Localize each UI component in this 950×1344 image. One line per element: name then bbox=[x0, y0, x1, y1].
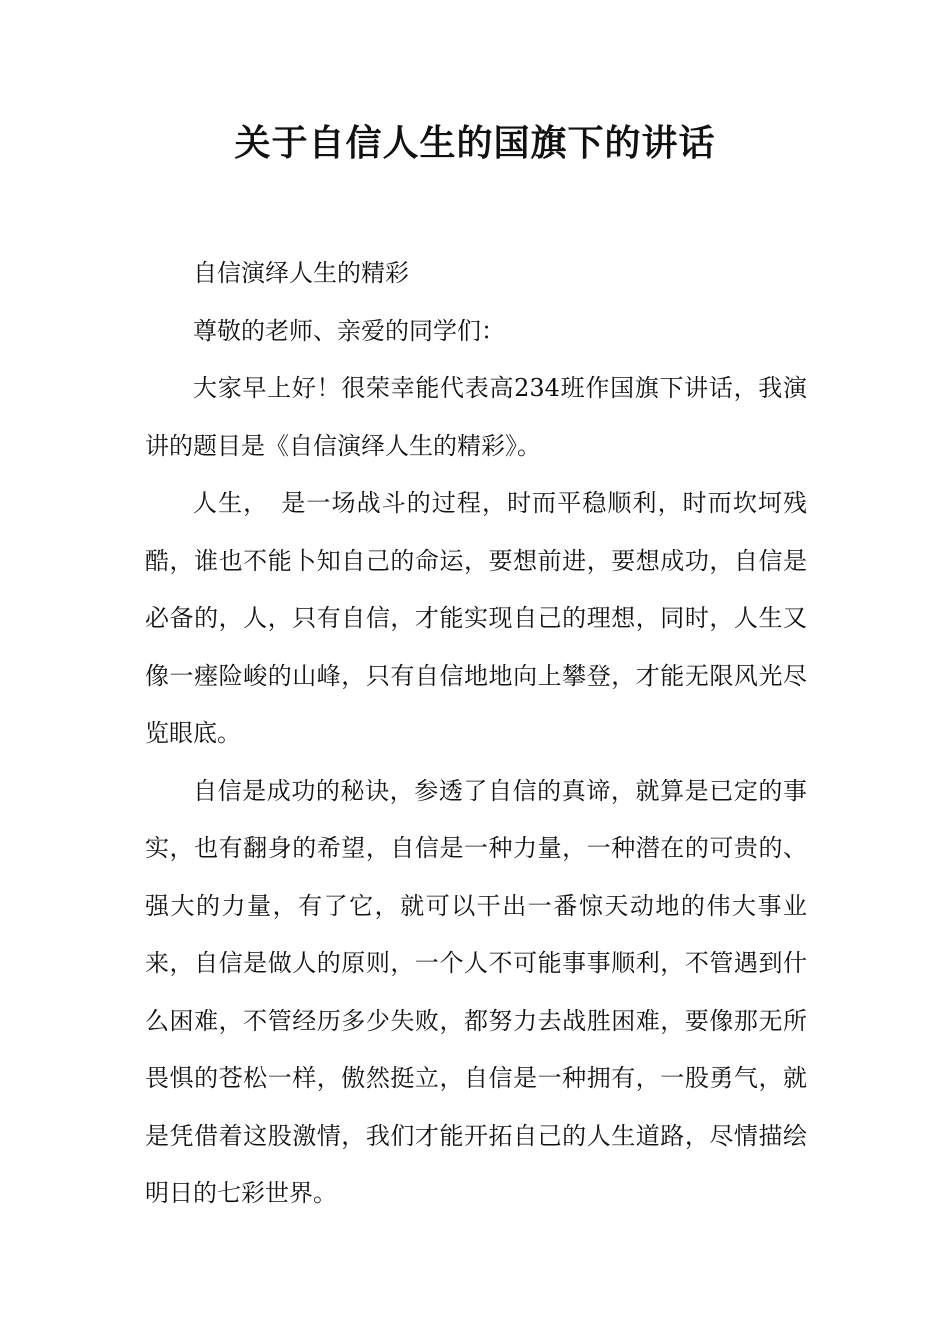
paragraph-confidence: 自信是成功的秘诀，参透了自信的真谛，就算是已定的事实，也有翻身的希望，自信是一种力量，一种潜在的可贵的、强大的力量，有了它，就可以干出一番惊天动地的伟大事业来，自信是做人的原则，一个人不可能事事顺利，不管遇到什么困难，不管经历多少失败，都努力去战胜困难，要像那无所畏惧的苍松一样，傲然挺立，自信是一种拥有，一股勇气，就是凭借着这股激情，我们才能开拓自己的人生道路，尽情描绘明日的七彩世界。 bbox=[145, 776, 807, 1207]
document-title: 关于自信人生的国旗下的讲话 bbox=[234, 123, 716, 164]
paragraph-greeting: 大家早上好！很荣幸能代表高234班作国旗下讲话，我演讲的题目是《自信演绎人生的精彩》。 bbox=[145, 374, 807, 460]
paragraph-subtitle: 自信演绎人生的精彩 bbox=[193, 259, 409, 287]
paragraph-salutation: 尊敬的老师、亲爱的同学们： bbox=[193, 316, 505, 345]
document-body bbox=[145, 245, 807, 1223]
paragraph-life: 人生， 是一场战斗的过程，时而平稳顺利，时而坎坷残酷，谁也不能卜知自己的命运，要想前进，要想成功，自信是必备的，人，只有自信，才能实现自己的理想，同时，人生又像一瘗险峻的山峰，只有自信地地向上攀登，才能无限风光尽览眼底。 bbox=[145, 489, 807, 747]
